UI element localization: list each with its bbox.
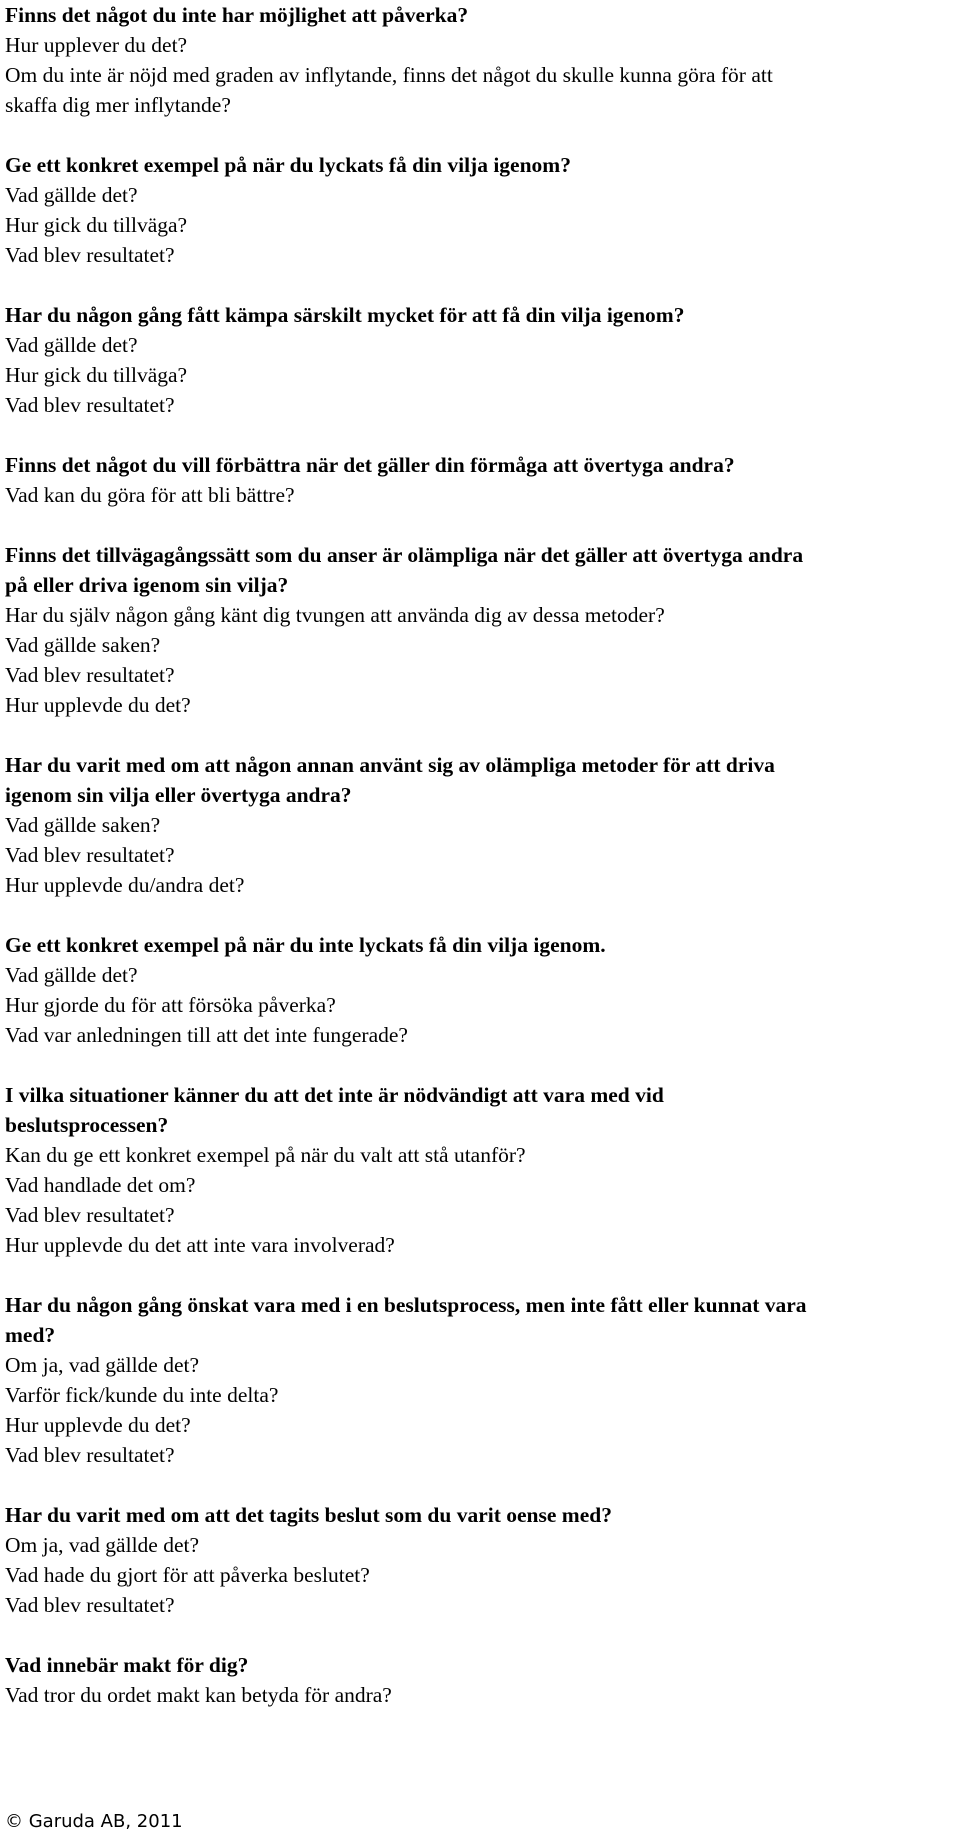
follow-up-question: Hur gick du tillväga? bbox=[5, 363, 188, 387]
question-heading-line: Ge ett konkret exempel på när du inte lyckats få din vilja igenom. bbox=[5, 933, 606, 957]
question-block bbox=[5, 540, 955, 720]
block-spacer bbox=[5, 1470, 955, 1500]
block-spacer bbox=[5, 900, 955, 930]
follow-up-question: Vad gällde det? bbox=[5, 333, 138, 357]
question-block bbox=[5, 1650, 955, 1710]
follow-up-question: Vad gällde det? bbox=[5, 963, 138, 987]
block-spacer bbox=[5, 120, 955, 150]
follow-up-question: Om ja, vad gällde det? bbox=[5, 1353, 200, 1377]
follow-up-question: Hur upplevde du det? bbox=[5, 1413, 191, 1437]
follow-up-question: Hur gjorde du för att försöka påverka? bbox=[5, 993, 336, 1017]
question-heading-line: Finns det tillvägagångssätt som du anser är olämpliga när det gäller att övertyga andra bbox=[5, 543, 804, 567]
document-page bbox=[5, 0, 955, 1710]
question-block bbox=[5, 1500, 955, 1620]
question-heading-line: Vad innebär makt för dig? bbox=[5, 1653, 249, 1677]
follow-up-question: Vad blev resultatet? bbox=[5, 663, 175, 687]
follow-up-question: Har du själv någon gång känt dig tvungen att använda dig av dessa metoder? bbox=[5, 603, 665, 627]
block-spacer bbox=[5, 420, 955, 450]
question-heading-line: beslutsprocessen? bbox=[5, 1113, 169, 1137]
question-heading-line: Har du varit med om att det tagits beslut som du varit oense med? bbox=[5, 1503, 612, 1527]
follow-up-question: Hur upplever du det? bbox=[5, 33, 188, 57]
question-heading-line: Finns det något du vill förbättra när det gäller din förmåga att övertyga andra? bbox=[5, 453, 735, 477]
follow-up-question: skaffa dig mer inflytande? bbox=[5, 93, 231, 117]
follow-up-question: Vad blev resultatet? bbox=[5, 243, 175, 267]
block-spacer bbox=[5, 270, 955, 300]
follow-up-question: Vad handlade det om? bbox=[5, 1173, 196, 1197]
block-spacer bbox=[5, 510, 955, 540]
follow-up-question: Varför fick/kunde du inte delta? bbox=[5, 1383, 279, 1407]
follow-up-question: Vad gällde saken? bbox=[5, 813, 161, 837]
follow-up-question: Vad kan du göra för att bli bättre? bbox=[5, 483, 295, 507]
follow-up-question: Vad blev resultatet? bbox=[5, 1203, 175, 1227]
follow-up-question: Vad hade du gjort för att påverka beslutet? bbox=[5, 1563, 370, 1587]
follow-up-question: Vad gällde saken? bbox=[5, 633, 161, 657]
follow-up-question: Om ja, vad gällde det? bbox=[5, 1533, 200, 1557]
question-block bbox=[5, 750, 955, 900]
follow-up-question: Vad tror du ordet makt kan betyda för andra? bbox=[5, 1683, 392, 1707]
question-block bbox=[5, 0, 955, 120]
follow-up-question: Hur upplevde du det? bbox=[5, 693, 191, 717]
follow-up-question: Vad blev resultatet? bbox=[5, 843, 175, 867]
question-block bbox=[5, 1290, 955, 1470]
block-spacer bbox=[5, 1260, 955, 1290]
question-heading-line: igenom sin vilja eller övertyga andra? bbox=[5, 783, 352, 807]
question-heading-line: I vilka situationer känner du att det inte är nödvändigt att vara med vid bbox=[5, 1083, 664, 1107]
question-heading-line: Har du någon gång fått kämpa särskilt mycket för att få din vilja igenom? bbox=[5, 303, 685, 327]
follow-up-question: Hur upplevde du/andra det? bbox=[5, 873, 245, 897]
question-heading-line: Har du någon gång önskat vara med i en beslutsprocess, men inte fått eller kunnat vara bbox=[5, 1293, 807, 1317]
follow-up-question: Hur upplevde du det att inte vara involverad? bbox=[5, 1233, 395, 1257]
question-heading-line: med? bbox=[5, 1323, 56, 1347]
question-block bbox=[5, 450, 955, 510]
footer-copyright: © Garuda AB, 2011 bbox=[5, 1811, 183, 1832]
follow-up-question: Vad blev resultatet? bbox=[5, 1443, 175, 1467]
question-heading-line: på eller driva igenom sin vilja? bbox=[5, 573, 289, 597]
follow-up-question: Kan du ge ett konkret exempel på när du valt att stå utanför? bbox=[5, 1143, 526, 1167]
question-heading-line: Finns det något du inte har möjlighet att påverka? bbox=[5, 3, 469, 27]
question-block bbox=[5, 1080, 955, 1260]
question-block bbox=[5, 150, 955, 270]
block-spacer bbox=[5, 1050, 955, 1080]
question-heading-line: Har du varit med om att någon annan använt sig av olämpliga metoder för att driva bbox=[5, 753, 775, 777]
follow-up-question: Vad blev resultatet? bbox=[5, 393, 175, 417]
follow-up-question: Om du inte är nöjd med graden av inflytande, finns det något du skulle kunna göra för att bbox=[5, 63, 773, 87]
question-block bbox=[5, 930, 955, 1050]
block-spacer bbox=[5, 720, 955, 750]
follow-up-question: Vad var anledningen till att det inte fungerade? bbox=[5, 1023, 408, 1047]
question-heading-line: Ge ett konkret exempel på när du lyckats få din vilja igenom? bbox=[5, 153, 571, 177]
follow-up-question: Vad gällde det? bbox=[5, 183, 138, 207]
follow-up-question: Hur gick du tillväga? bbox=[5, 213, 188, 237]
follow-up-question: Vad blev resultatet? bbox=[5, 1593, 175, 1617]
block-spacer bbox=[5, 1620, 955, 1650]
question-block bbox=[5, 300, 955, 420]
